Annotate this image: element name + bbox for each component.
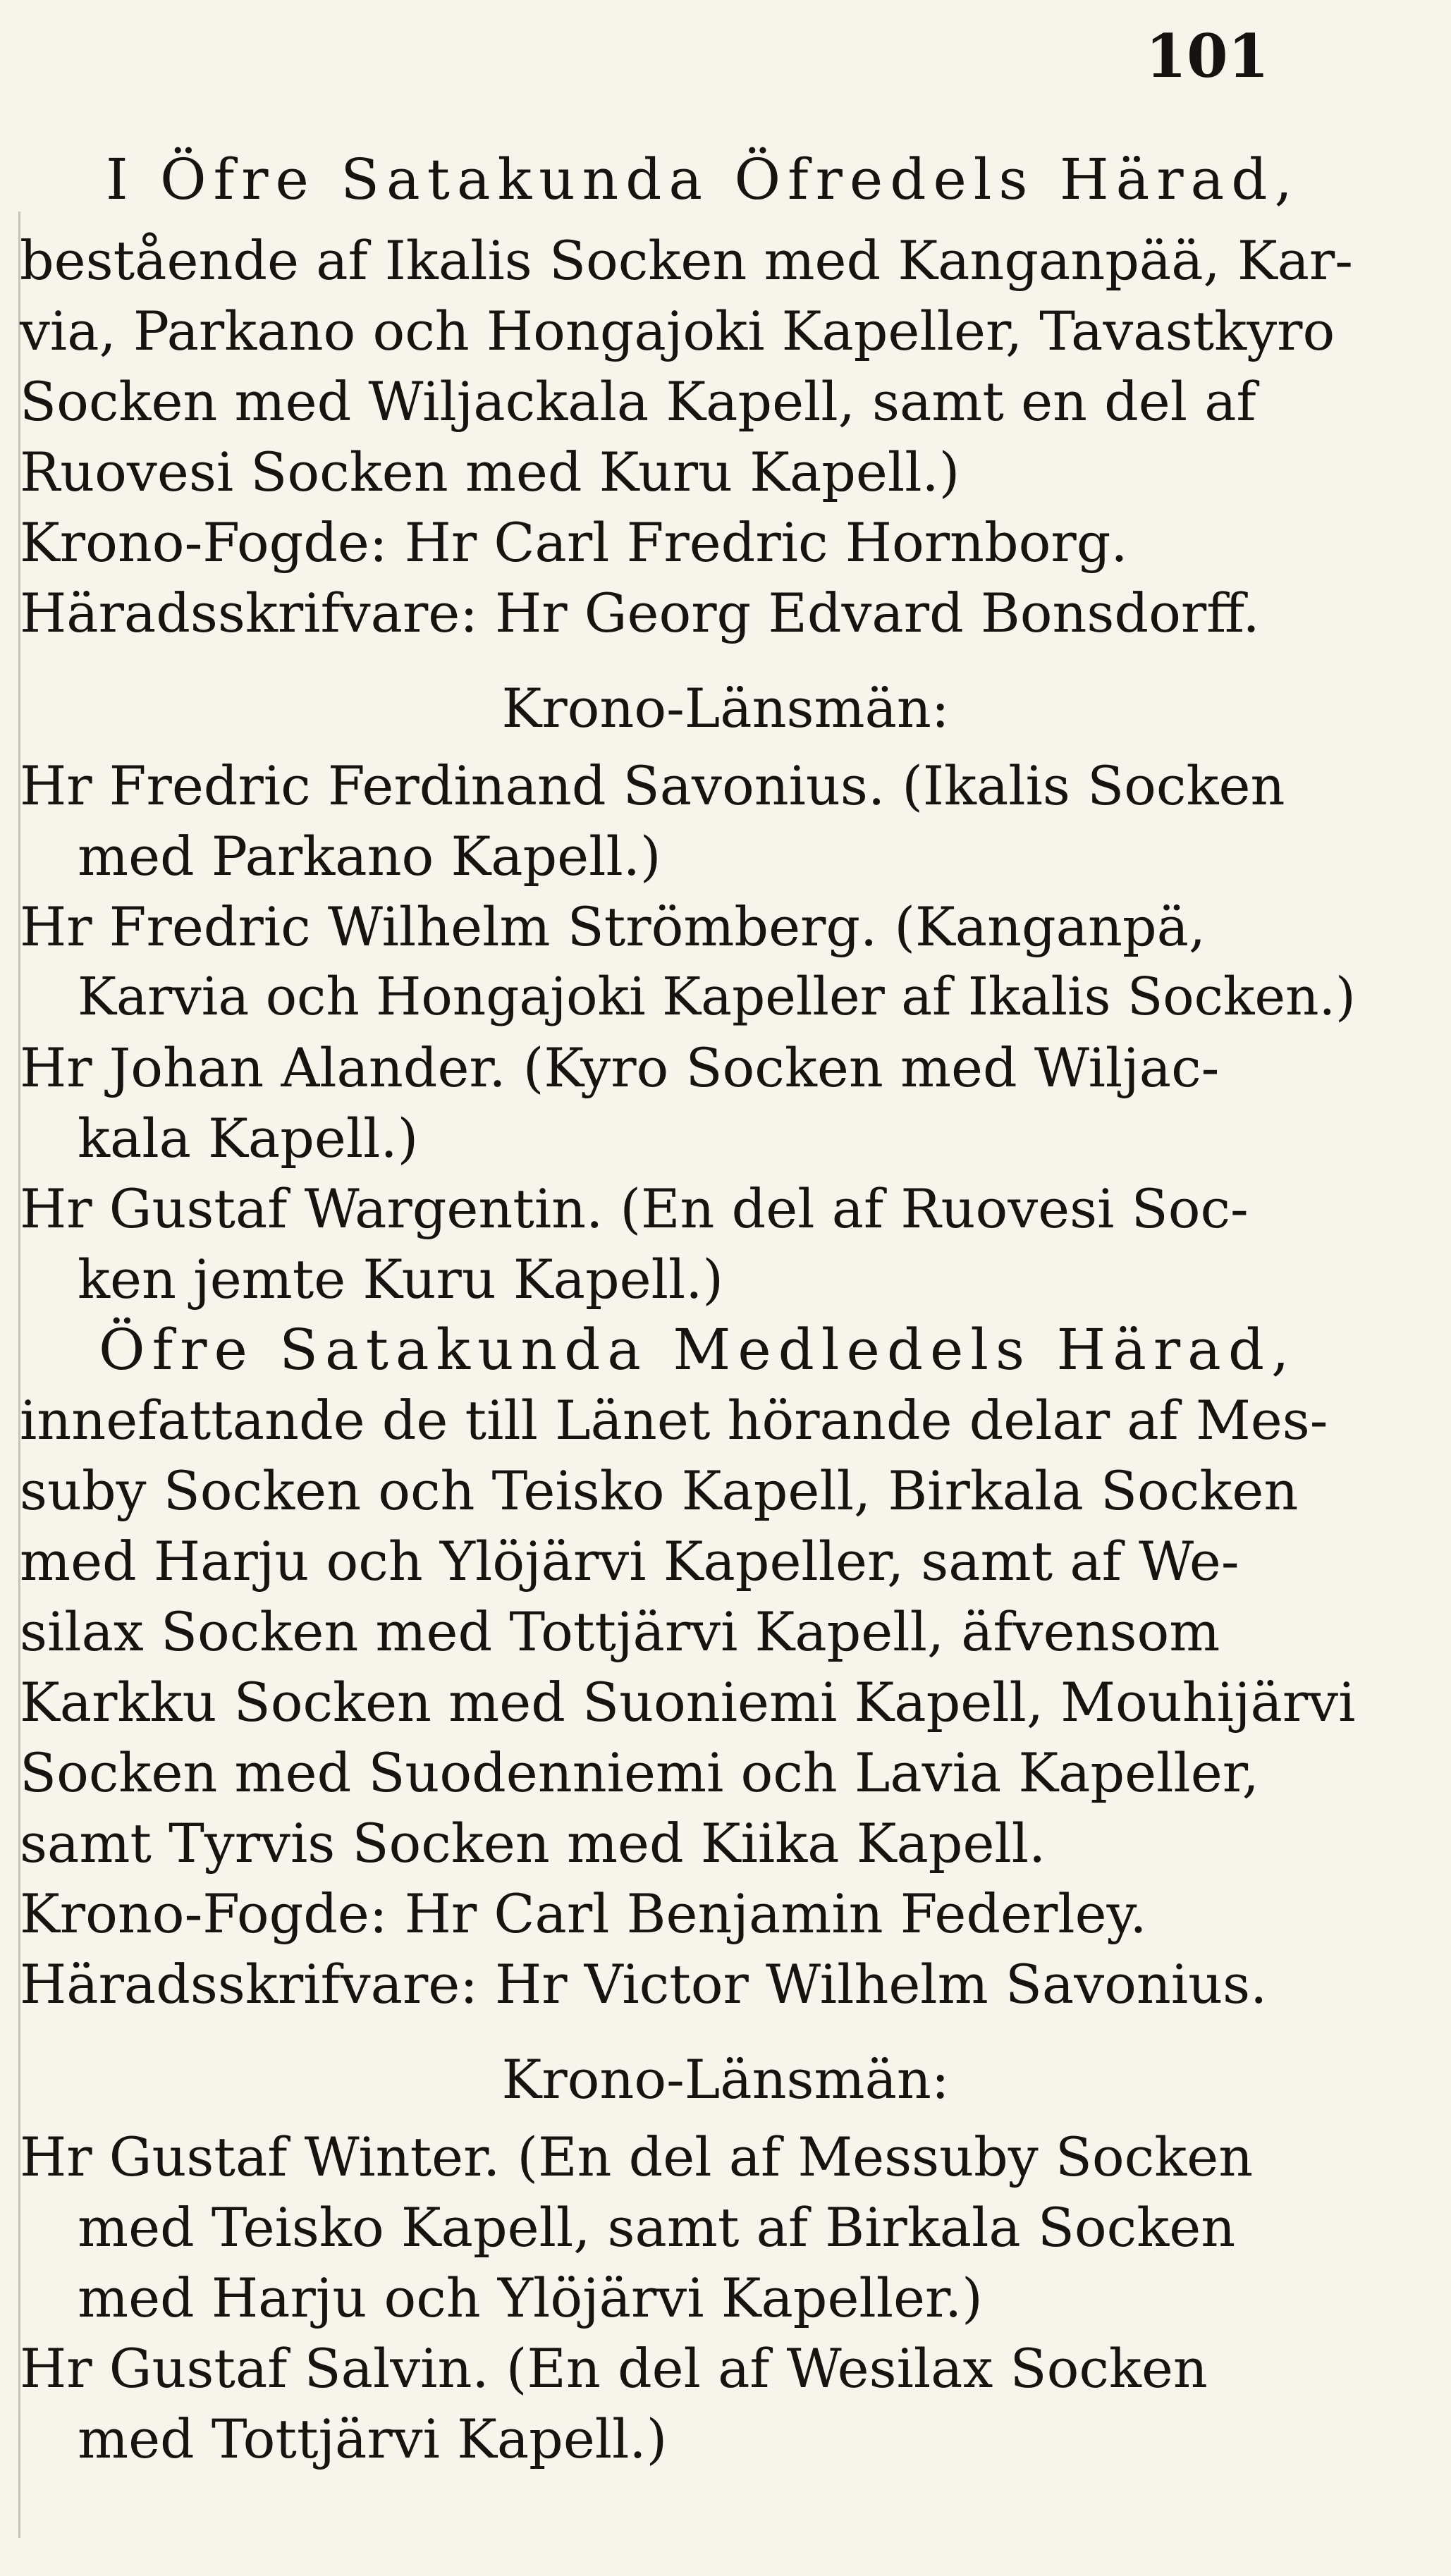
- lansman-entry-line: Hr Johan Alander. (Kyro Socken med Wiljac-: [20, 1036, 1220, 1099]
- lansman-heading: Krono-Länsmän:: [501, 677, 950, 740]
- lansman-entry-continuation: med Parkano Kapell.): [78, 825, 661, 888]
- lansman-entry-continuation: med Harju och Ylöjärvi Kapeller.): [78, 2267, 983, 2329]
- page-number: 101: [1145, 21, 1269, 91]
- section-description-line: bestående af Ikalis Socken med Kanganpää, Kar-: [20, 229, 1353, 292]
- lansman-entry-line: Hr Gustaf Wargentin. (En del af Ruovesi Soc-: [20, 1177, 1249, 1240]
- lansman-entry-line: Hr Fredric Wilhelm Strömberg. (Kanganpä,: [20, 895, 1206, 958]
- section-description-line: Socken med Suodenniemi och Lavia Kapeller,: [20, 1741, 1259, 1804]
- section-description-line: Karkku Socken med Suoniemi Kapell, Mouhijärvi: [20, 1671, 1356, 1734]
- section-description-line: innefattande de till Länet hörande delar af Mes-: [20, 1389, 1328, 1452]
- section-description-line: Ruovesi Socken med Kuru Kapell.): [20, 441, 960, 503]
- haradsskrifvare-line: Häradsskrifvare: Hr Victor Wilhelm Savonius.: [20, 1953, 1268, 2016]
- lansman-entry-continuation: kala Kapell.): [78, 1107, 419, 1170]
- krono-fogde-line: Krono-Fogde: Hr Carl Benjamin Federley.: [20, 1882, 1147, 1945]
- section-description-line: suby Socken och Teisko Kapell, Birkala Socken: [20, 1459, 1299, 1522]
- section-heading: I Öfre Satakunda Öfredels Härad,: [106, 147, 1299, 212]
- lansman-entry-line: Hr Fredric Ferdinand Savonius. (Ikalis Socken: [20, 754, 1285, 817]
- lansman-heading: Krono-Länsmän:: [501, 2048, 950, 2111]
- section-description-line: silax Socken med Tottjärvi Kapell, äfvensom: [20, 1600, 1220, 1663]
- krono-fogde-line: Krono-Fogde: Hr Carl Fredric Hornborg.: [20, 511, 1128, 574]
- lansman-entry-line: Hr Gustaf Winter. (En del af Messuby Socken: [20, 2126, 1254, 2188]
- section-description-line: Socken med Wiljackala Kapell, samt en del af: [20, 370, 1256, 433]
- lansman-entry-continuation: med Tottjärvi Kapell.): [78, 2408, 668, 2470]
- section-description-line: med Harju och Ylöjärvi Kapeller, samt af We-: [20, 1530, 1239, 1593]
- section-heading: Öfre Satakunda Medledels Härad,: [99, 1317, 1297, 1382]
- section-description-line: samt Tyrvis Socken med Kiika Kapell.: [20, 1812, 1046, 1875]
- lansman-entry-continuation: med Teisko Kapell, samt af Birkala Socken: [78, 2196, 1236, 2259]
- lansman-entry-continuation: Karvia och Hongajoki Kapeller af Ikalis Socken.): [78, 967, 1356, 1027]
- lansman-entry-line: Hr Gustaf Salvin. (En del af Wesilax Socken: [20, 2337, 1208, 2400]
- haradsskrifvare-line: Häradsskrifvare: Hr Georg Edvard Bonsdorff.: [20, 582, 1260, 644]
- lansman-entry-continuation: ken jemte Kuru Kapell.): [78, 1248, 724, 1311]
- section-description-line: via, Parkano och Hongajoki Kapeller, Tavastkyro: [20, 300, 1335, 362]
